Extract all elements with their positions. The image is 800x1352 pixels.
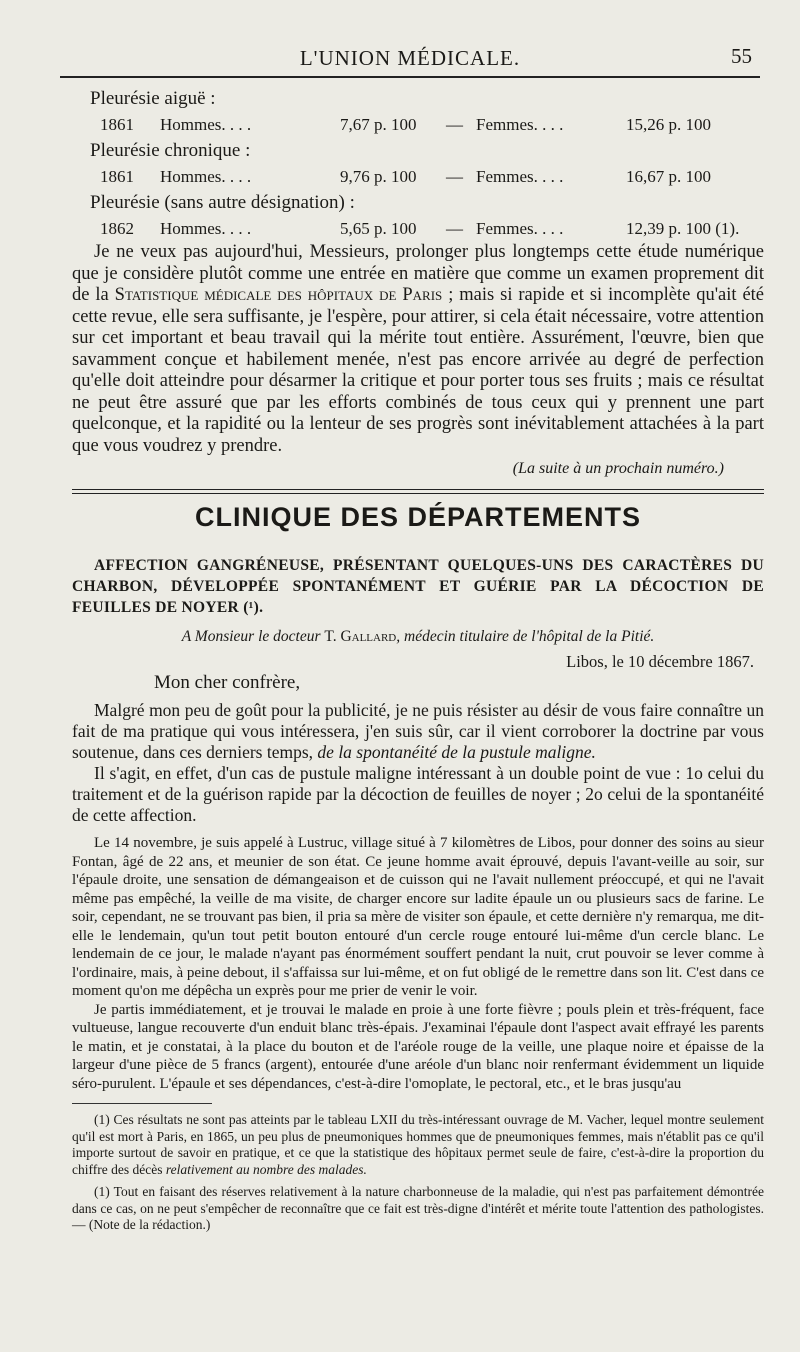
stat-year: 1862 bbox=[100, 219, 134, 238]
intro-text-2: ; mais si rapide et si incomplète qu'ait été cette revue, elle sera suffisante, je l'espère, pour attirer, si cela était nécessaire, votre attention sur cet important et beau travail qui la mérite tout entière. Assurément, l'œuvre, bien que savamment conçue et habilement menée, n'est pas encore arrivée au degré de perfection qu'elle doit atteindre pour désarmer la critique et pour porter tous ses fruits ; mais ce résultat ne peut être assuré que par les efforts combinés de tous ceux qui y prennent une part quelconque, et la rapidité ou la lenteur de ses progrès sont inévitablement attachées à la part que vous voudrez y prendre. bbox=[72, 285, 765, 456]
stat-women-label: Femmes. . . . bbox=[476, 167, 564, 186]
stat-group bbox=[72, 138, 764, 190]
stat-heading: Pleurésie chronique : bbox=[90, 140, 251, 161]
stat-men-value: 7,67 p. 100 bbox=[340, 115, 417, 134]
stat-year: 1861 bbox=[100, 115, 134, 134]
footnote bbox=[72, 1112, 764, 1178]
header-rule bbox=[60, 76, 760, 78]
letter-paragraph: Il s'agit, en effet, d'un cas de pustule maligne intéressant à un double point de vue : 1o celui du traitement et de la guérison rapide par la décoction de feuilles de noyer ; 2o celui de la spontanéité de cette affection. bbox=[72, 763, 764, 825]
stat-men-value: 9,76 p. 100 bbox=[340, 167, 417, 186]
stat-dash: — bbox=[446, 115, 463, 134]
letter-p1-text: Malgré mon peu de goût pour la publicité, je ne puis résister au désir de vous faire connaître un fait de ma pratique qui vous intéressera, j'en suis sûr, car il vient corroborer la doctrine par vous soutenue, dans ces derniers temps, bbox=[72, 700, 764, 762]
stat-men-value: 5,65 p. 100 bbox=[340, 219, 417, 238]
stat-group bbox=[72, 190, 764, 242]
stat-row bbox=[100, 112, 764, 138]
dedication-prefix: A Monsieur le docteur bbox=[181, 628, 325, 645]
stat-women-value: 16,67 p. 100 bbox=[626, 167, 711, 186]
stat-women-label: Femmes. . . . bbox=[476, 219, 564, 238]
stat-women-value: 12,39 p. 100 (1). bbox=[626, 219, 740, 238]
intro-smallcaps: Statistique médicale des hôpitaux de Paris bbox=[114, 285, 443, 305]
stat-women-label: Femmes. . . . bbox=[476, 115, 564, 134]
section-title: CLINIQUE DES DÉPARTEMENTS bbox=[194, 502, 642, 532]
stat-women-value: 15,26 p. 100 bbox=[626, 115, 711, 134]
footnote-1-italic: relativement au nombre des malades. bbox=[165, 1161, 367, 1177]
statistics-table bbox=[72, 86, 764, 242]
case-paragraph: Le 14 novembre, je suis appelé à Lustruc, village situé à 7 kilomètres de Libos, pour donner des soins au sieur Fontan, âgé de 22 ans, et meunier de son état. Ce jeune homme avait éprouvé, depuis l'avant-veille au soir, sur l'épaule droite, une sensation de démangeaison et de cuisson qui ne l'avait nullement préoccupé, et qui ne l'avait même pas empêché, la veille de ma visite, de charger encore sur ladite épaule un ou plusieurs sacs de farine. Le soir, cependant, ne se trouvant pas bien, il pria sa mère de visiter son épaule, et cette dernière n'y remarqua, me dit-elle le lendemain, qu'un tout petit bouton entouré d'un cercle rouge entouré lui-même d'un cercle blanc. Le lendemain de ce jour, le malade n'ayant pas énormément souffert pendant la nuit, crut pouvoir se lever comme à l'ordinaire, mais, à peine debout, il s'affaissa sur lui-même, et on fut obligé de le remettre dans son lit. C'est dans ce moment qu'on me dépêcha un exprès pour me prier de venir le voir. bbox=[72, 835, 764, 999]
footnote-rule bbox=[72, 1103, 212, 1104]
section-rule bbox=[72, 489, 764, 494]
stat-heading: Pleurésie aiguë : bbox=[90, 88, 216, 109]
stat-year: 1861 bbox=[100, 167, 134, 186]
footnote: (1) Tout en faisant des réserves relativement à la nature charbonneuse de la maladie, qui n'est pas parfaitement démontrée dans ce cas, on ne peut s'empêcher de reconnaître que ce fait est très-digne d'intérêt et mérite toute l'attention des pathologistes. — (Note de la rédaction.) bbox=[72, 1184, 764, 1232]
running-title: L'UNION MÉDICALE. bbox=[299, 46, 521, 70]
page-content bbox=[72, 86, 764, 1234]
intro-text-1: Je ne veux pas aujourd'hui, Messieurs, prolonger plus longtemps cette étude numérique que je considère plutôt comme une entrée en matière que comme un examen proprement dit de la bbox=[72, 242, 764, 305]
spacer bbox=[72, 826, 764, 834]
continuation-note: (La suite à un prochain numéro.) bbox=[512, 460, 724, 477]
footnote-1-text: (1) Ces résultats ne sont pas atteints par le tableau LXII du très-intéressant ouvrage de M. Vacher, lequel montre seulement qu'il est mort à Paris, en 1865, un peu plus de pneumoniques hommes que de pneumoniques femmes, mais n'établit pas ce qu'il importe surtout de savoir en pratique, et ce que la statistique des hôpitaux permet seule de faire, c'est-à-dire la proportion du chiffre des décès bbox=[72, 1112, 764, 1177]
stat-men-label: Hommes. . . . bbox=[160, 167, 252, 186]
stat-men-label: Hommes. . . . bbox=[160, 115, 252, 134]
stat-group bbox=[72, 86, 764, 138]
page-number: 55 bbox=[731, 44, 752, 68]
dedication bbox=[72, 628, 764, 646]
intro-paragraph bbox=[72, 242, 764, 457]
page-header bbox=[60, 40, 760, 80]
stat-heading: Pleurésie (sans autre désignation) : bbox=[90, 192, 355, 213]
stat-dash: — bbox=[446, 167, 463, 186]
case-title bbox=[72, 555, 764, 618]
letter-paragraph bbox=[72, 700, 764, 763]
stat-row bbox=[100, 164, 764, 190]
dedication-suffix: , médecin titulaire de l'hôpital de la Pitié. bbox=[396, 628, 655, 645]
letter-p1-italic: de la spontanéité de la pustule maligne. bbox=[317, 742, 596, 762]
dateline: Libos, le 10 décembre 1867. bbox=[566, 652, 754, 671]
stat-row bbox=[100, 216, 764, 242]
stat-men-label: Hommes. . . . bbox=[160, 219, 252, 238]
case-paragraph: Je partis immédiatement, et je trouvai le malade en proie à une forte fièvre ; pouls plein et très-fréquent, face vultueuse, langue recouverte d'un enduit blanc très-épais. J'examinai l'épaule dont l'aspect avait effrayé les parents le matin, et je constatai, à la place du bouton et de l'aréole rouge de la veille, une plaque noire et épaisse de la largeur d'une pièce de 5 francs (argent), entourée d'une aréole d'un blanc noir renfermant évidemment un liquide séro-purulent. L'épaule et ses dépendances, c'est-à-dire l'omoplate, le pectoral, etc., et le bras jusqu'au bbox=[72, 1001, 764, 1092]
salutation: Mon cher confrère, bbox=[154, 672, 301, 693]
dedication-name: T. Gallard bbox=[324, 628, 397, 645]
case-title-text: AFFECTION GANGRÉNEUSE, PRÉSENTANT QUELQUES-UNS DES CARACTÈRES DU CHARBON, DÉVELOPPÉE SPONTANÉMENT ET GUÉRIE PAR LA DÉCOCTION DE FEUILLES DE NOYER (¹). bbox=[72, 557, 764, 616]
stat-dash: — bbox=[446, 219, 463, 238]
